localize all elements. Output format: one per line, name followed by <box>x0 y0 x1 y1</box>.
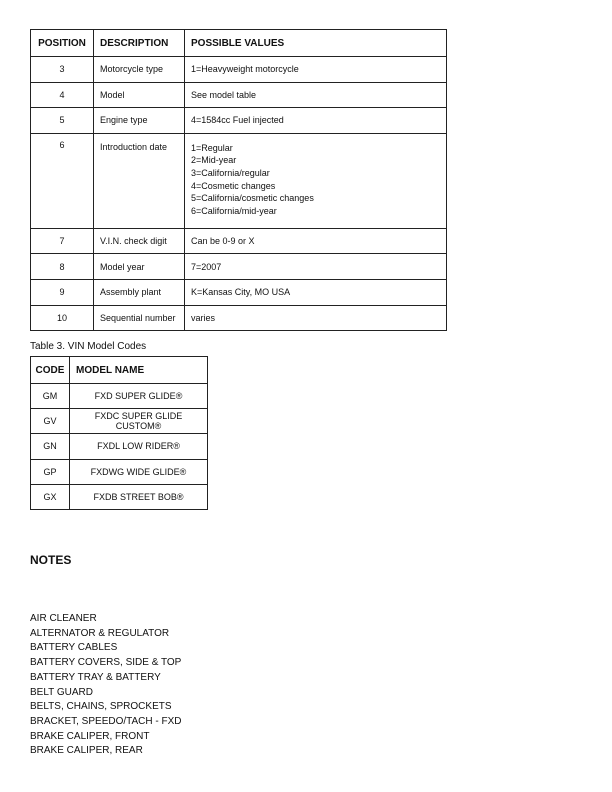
model-name-cell: FXDB STREET BOB® <box>70 484 208 509</box>
table-row <box>31 384 208 409</box>
position-cell: 9 <box>31 279 94 305</box>
list-item: BRACKET, SPEEDO/TACH - FXD <box>30 715 182 727</box>
description-cell: Sequential number <box>94 305 185 331</box>
values-cell: 4=1584cc Fuel injected <box>185 108 447 134</box>
description-cell: Model <box>94 82 185 108</box>
list-item: BATTERY TRAY & BATTERY <box>30 671 161 683</box>
table-row <box>31 108 447 134</box>
values-cell: 7=2007 <box>185 254 447 280</box>
position-cell: 3 <box>31 57 94 83</box>
table-row <box>31 133 447 228</box>
value-line: 1=Regular <box>191 142 233 153</box>
table-row <box>31 459 208 484</box>
table-header-row <box>31 357 208 384</box>
position-cell: 7 <box>31 228 94 254</box>
value-line: 4=Cosmetic changes <box>191 180 276 191</box>
list-item: BRAKE CALIPER, FRONT <box>30 730 150 742</box>
list-item: BATTERY COVERS, SIDE & TOP <box>30 657 182 669</box>
values-cell: Can be 0-9 or X <box>185 228 447 254</box>
header-model-name: MODEL NAME <box>70 357 208 384</box>
model-name-cell: FXDWG WIDE GLIDE® <box>70 459 208 484</box>
value-line: 2=Mid-year <box>191 155 237 166</box>
values-cell <box>185 133 447 228</box>
header-position: POSITION <box>31 30 94 57</box>
table-row <box>31 409 208 434</box>
list-item: BELTS, CHAINS, SPROCKETS <box>30 701 172 713</box>
model-name-cell: FXDC SUPER GLIDE CUSTOM® <box>70 409 208 434</box>
position-cell: 10 <box>31 305 94 331</box>
value-line: 6=California/mid-year <box>191 205 277 216</box>
header-code: CODE <box>31 357 70 384</box>
code-cell: GM <box>31 384 70 409</box>
list-item: ALTERNATOR & REGULATOR <box>30 627 170 639</box>
table-row <box>31 228 447 254</box>
table-row <box>31 254 447 280</box>
header-description: DESCRIPTION <box>94 30 185 57</box>
table-caption: Table 3. VIN Model Codes <box>30 341 147 352</box>
code-cell: GV <box>31 409 70 434</box>
values-cell: K=Kansas City, MO USA <box>185 279 447 305</box>
table-row <box>31 434 208 459</box>
position-cell: 6 <box>31 133 94 228</box>
description-cell: Model year <box>94 254 185 280</box>
table-row <box>31 279 447 305</box>
code-cell: GX <box>31 484 70 509</box>
description-cell: V.I.N. check digit <box>94 228 185 254</box>
model-codes-table <box>30 356 208 510</box>
table-row <box>31 484 208 509</box>
description-cell: Introduction date <box>94 133 185 228</box>
value-line: 3=California/regular <box>191 167 270 178</box>
value-line: 5=California/cosmetic changes <box>191 193 314 204</box>
values-cell: See model table <box>185 82 447 108</box>
list-item: AIR CLEANER <box>30 613 97 624</box>
table-row <box>31 305 447 331</box>
list-item: BRAKE CALIPER, REAR <box>30 745 143 757</box>
notes-heading: NOTES <box>30 553 72 567</box>
position-cell: 5 <box>31 108 94 134</box>
model-name-cell: FXDL LOW RIDER® <box>70 434 208 459</box>
values-cell: 1=Heavyweight motorcycle <box>185 57 447 83</box>
parts-list <box>30 612 182 759</box>
description-cell: Assembly plant <box>94 279 185 305</box>
position-cell: 8 <box>31 254 94 280</box>
vin-position-table <box>30 29 447 331</box>
list-item: BATTERY CABLES <box>30 642 118 654</box>
table-header-row <box>31 30 447 57</box>
model-name-cell: FXD SUPER GLIDE® <box>70 384 208 409</box>
code-cell: GP <box>31 459 70 484</box>
table-row <box>31 57 447 83</box>
table-row <box>31 82 447 108</box>
description-cell: Motorcycle type <box>94 57 185 83</box>
list-item: BELT GUARD <box>30 686 93 698</box>
values-cell: varies <box>185 305 447 331</box>
description-cell: Engine type <box>94 108 185 134</box>
position-cell: 4 <box>31 82 94 108</box>
header-possible-values: POSSIBLE VALUES <box>185 30 447 57</box>
code-cell: GN <box>31 434 70 459</box>
